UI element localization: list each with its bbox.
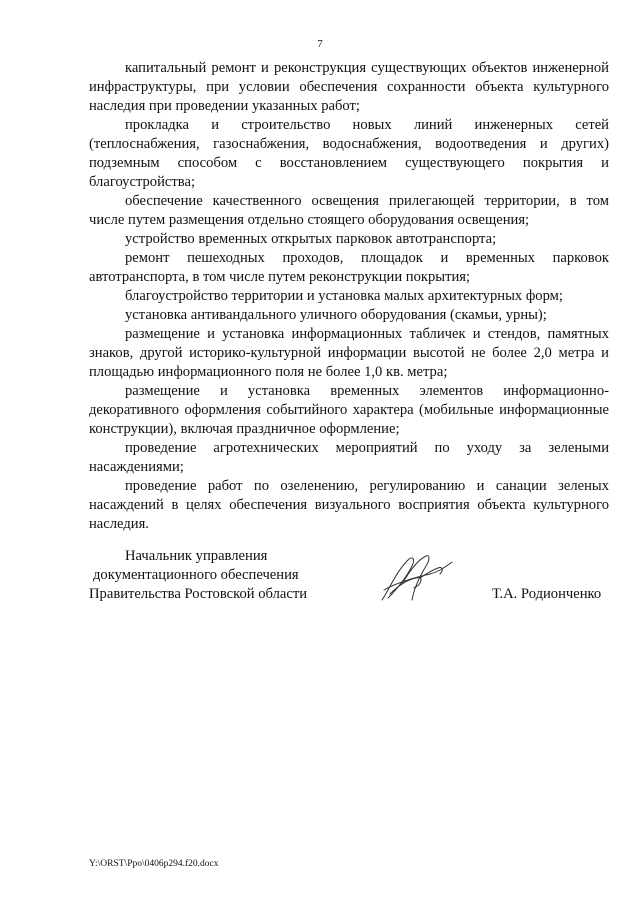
- list-item: обеспечение качественного освещения прилегающей территории, в том числе путем размещения отдельно стоящего оборудования освещения;: [89, 193, 609, 228]
- signatory-title-line: Начальник управления: [125, 548, 268, 564]
- list-item: капитальный ремонт и реконструкция существующих объектов инженерной инфраструктуры, при условии обеспечения сохранности объекта культурного наследия при проведении указанных работ;: [89, 60, 609, 114]
- list-item: установка антивандального уличного оборудования (скамьи, урны);: [125, 307, 547, 323]
- list-item: ремонт пешеходных проходов, площадок и временных парковок автотранспорта, в том числе путем реконструкции покрытия;: [89, 250, 609, 285]
- list-item: устройство временных открытых парковок автотранспорта;: [125, 231, 497, 247]
- signatory-title: [89, 547, 329, 604]
- list-item: прокладка и строительство новых линий инженерных сетей (теплоснабжения, газоснабжения, водоснабжения, водоотведения и других) подземным способом с восстановлением существующего покрытия и благоустройства;: [89, 117, 609, 190]
- body-text: [89, 59, 609, 534]
- list-item: проведение агротехнических мероприятий по уходу за зелеными насаждениями;: [89, 440, 609, 475]
- file-path-footer: Y:\ORST\Ppo\0406p294.f20.docx: [89, 859, 219, 869]
- signatory-title-line: Правительства Ростовской области: [89, 586, 308, 602]
- handwritten-signature-icon: [372, 548, 462, 610]
- page-number: 7: [317, 38, 323, 50]
- signatory-title-line: документационного обеспечения: [93, 567, 299, 583]
- list-item: размещение и установка временных элементов информационно-декоративного оформления событийного характера (мобильные информационные конструкции), включая праздничное оформление;: [89, 383, 609, 437]
- list-item: благоустройство территории и установка малых архитектурных форм;: [125, 288, 563, 304]
- signatory-name: Т.А. Родионченко: [492, 586, 602, 602]
- list-item: проведение работ по озеленению, регулированию и санации зеленых насаждений в целях обеспечения визуального восприятия объекта культурного наследия.: [89, 478, 609, 532]
- list-item: размещение и установка информационных табличек и стендов, памятных знаков, другой историко-культурной информации высотой не более 2,0 метра и площадью информационного поля не более 1,0 кв. метра;: [89, 326, 609, 380]
